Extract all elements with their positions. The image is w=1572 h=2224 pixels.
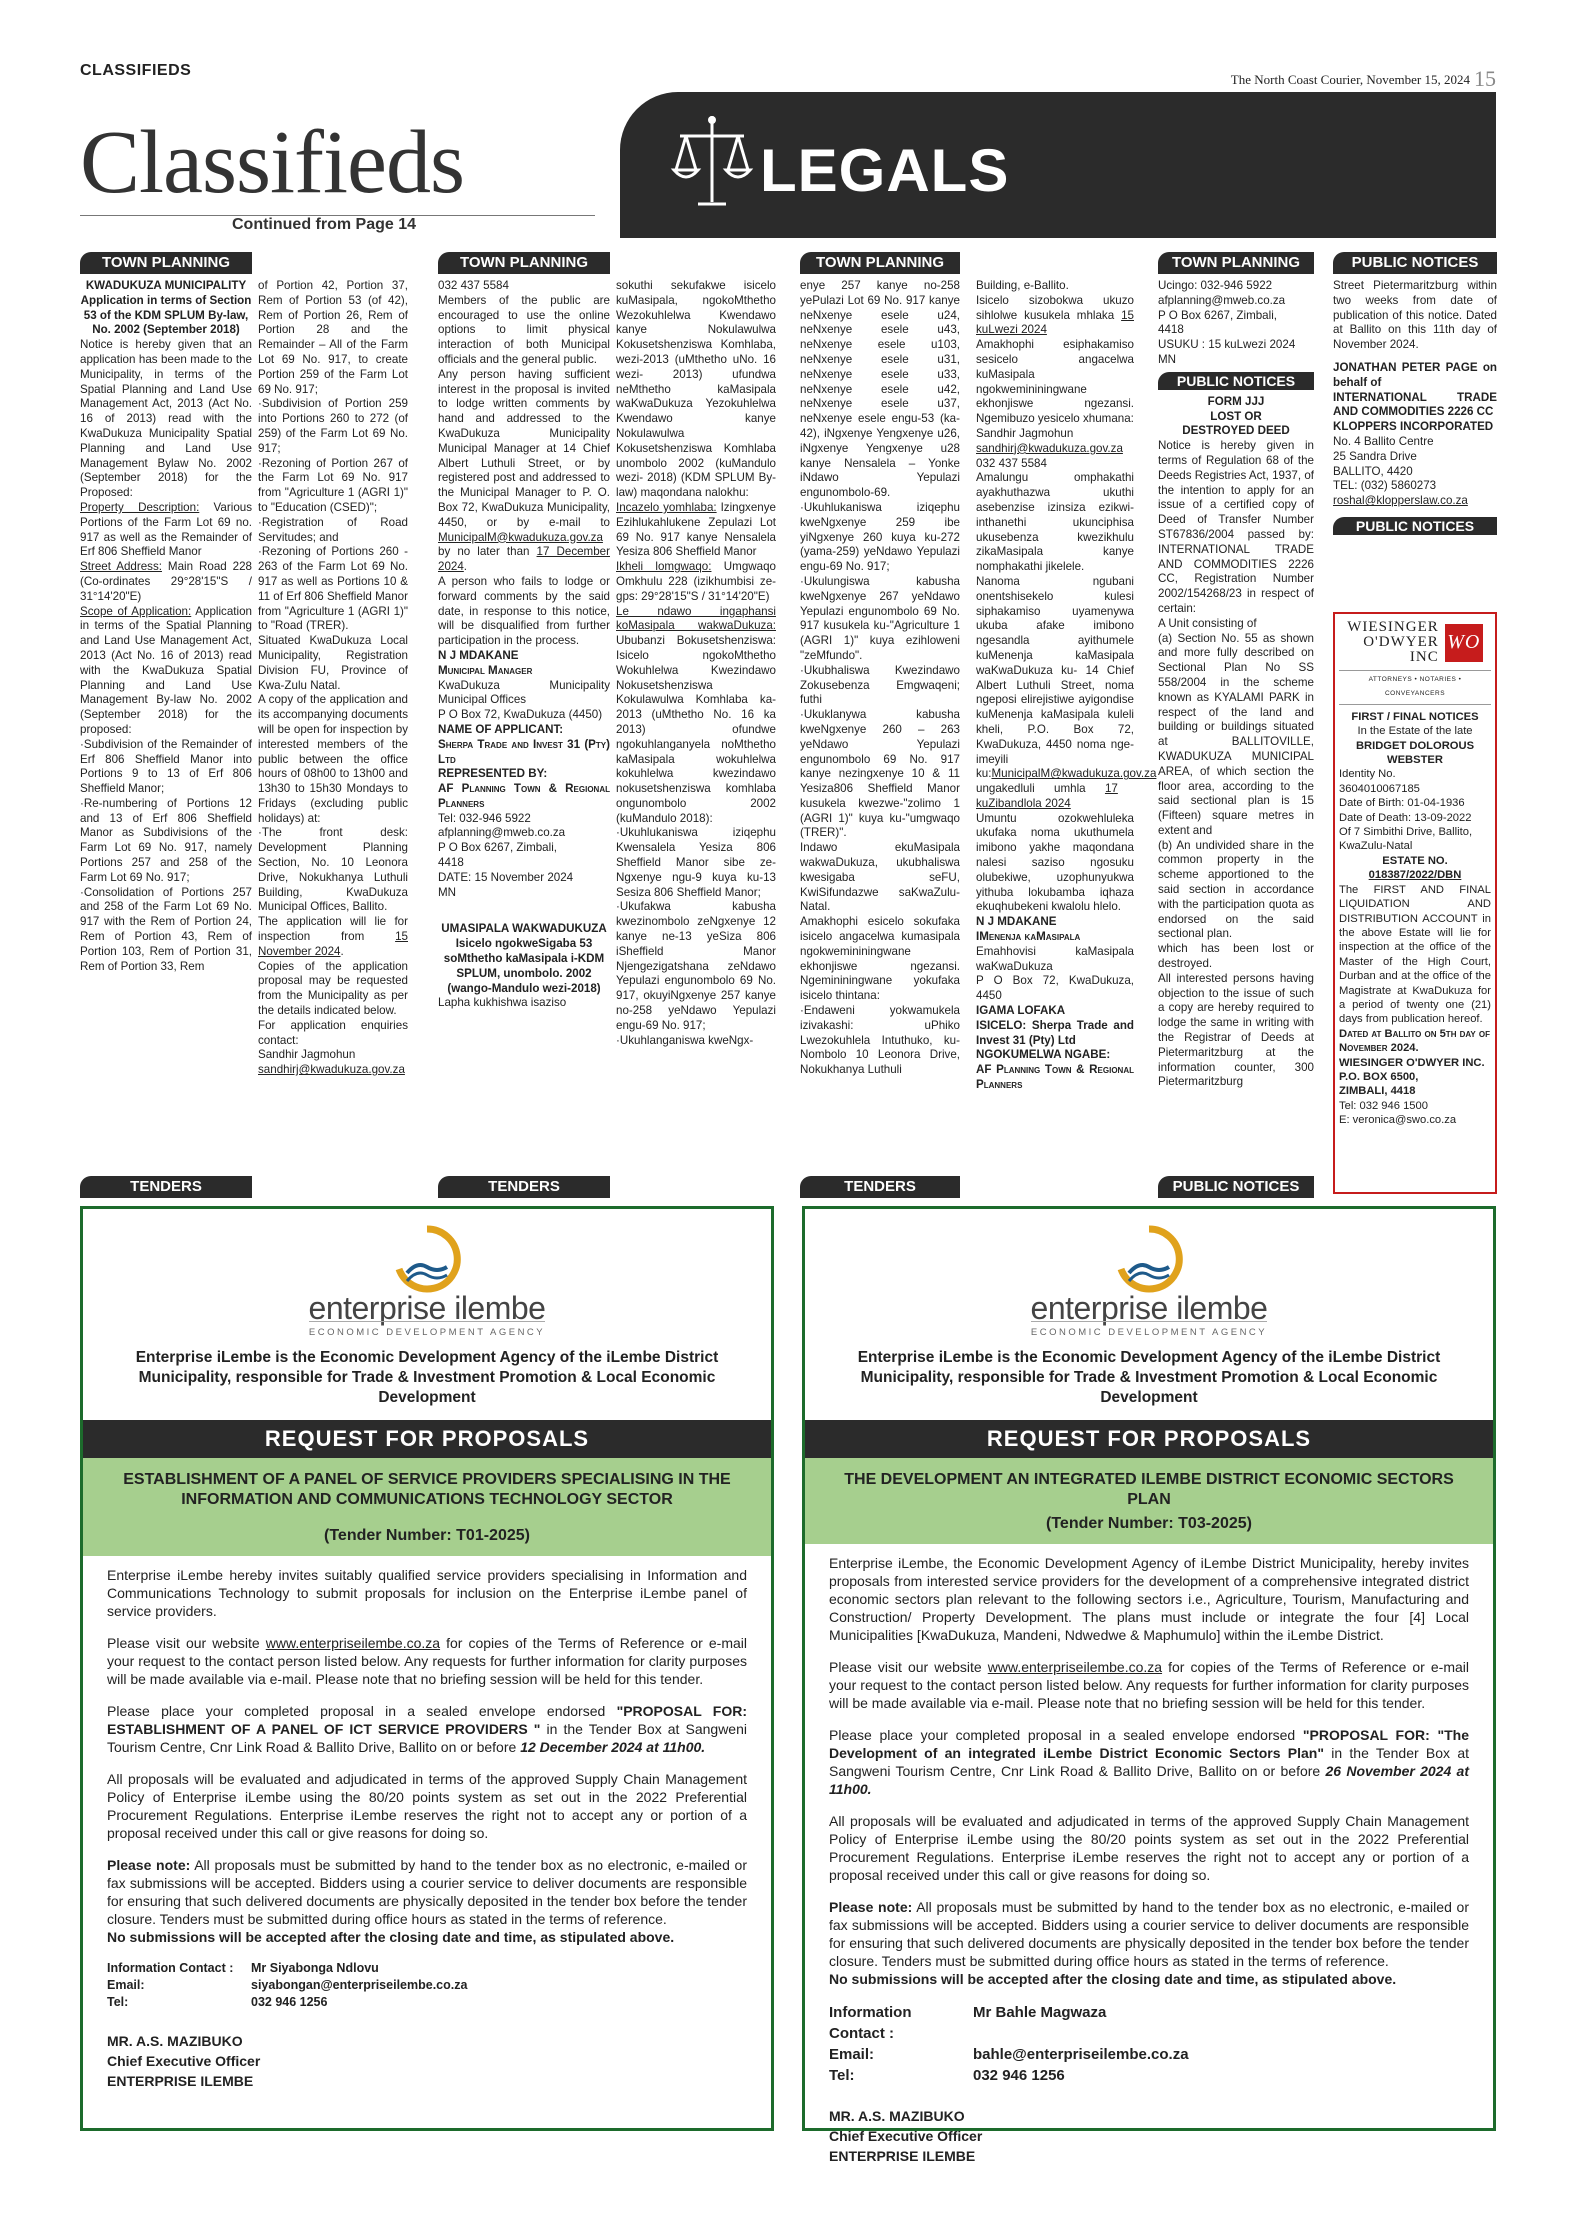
logo-wordmark: enterprise ilembe — [308, 1290, 546, 1326]
column-heading: TOWN PLANNING — [1158, 252, 1314, 274]
notice-text: P O Box 72, KwaDukuza (4450) — [438, 708, 603, 722]
notice-text: KwaDukuza Municipality Municipal Offices — [438, 678, 610, 707]
notice-text: Date of Birth: 01-04-1936 — [1339, 797, 1465, 810]
section-label: CLASSIFIEDS — [80, 62, 192, 79]
enterprise-ilembe-logo — [805, 1223, 1493, 1342]
notice-text: ·Ukufakwa kabusha kwezinombolo zeNgxenye 12 kanye ne-13 yeSiza 806 iSheffield Manor Njengezigatshana zeNdawo Yepulazi engunombolo 69 No. 917, okuyiNgxenye 257 kanye no-258 yeNdawo Yepulazi engu-69 No. 917; — [616, 900, 776, 1032]
notice-text: Umuntu ozokwehluleka ukufaka noma ukuthumela imibono yakhe maqondana nalesi saziso ngosuku olubekiwe, uzophunyukwa yithuba lokubamba iqhaza ekuqhubekeni kwalolu hlelo. — [976, 811, 1134, 914]
notice-text: Street Address: Main Road 228 (Co-ordinates 29°28'15"S / 31°14'20"E) — [80, 560, 252, 603]
notice-subtitle: Application in terms of Section 53 of the KDM SPLUM By-law, No. 2002 (September 2018) — [80, 293, 252, 337]
contact-email[interactable]: E: veronica@swo.co.za — [1339, 1114, 1457, 1127]
legals-title: LEGALS — [760, 137, 1010, 204]
notice-text: ·Registration of Road Servitudes; and — [258, 515, 408, 544]
notice-title: FIRST / FINAL NOTICES — [1351, 710, 1479, 723]
notice-text: Amakhophi esicelo sokufaka isicelo angacelwa kumasipala ngokwemininingwane ekhonjiswe ngezansi. Ngemininingwane yokufaka isicelo thintana: — [800, 915, 960, 1003]
wo-mark-icon: WO — [1445, 624, 1483, 662]
notice-text: Of 7 Simbithi Drive, Ballito, KwaZulu-Natal — [1339, 826, 1473, 853]
applicant-name: ISICELO: Sherpa Trade and Invest 31 (Pty) Ltd — [976, 1018, 1134, 1047]
notice-text: Indawo ekuMasipala wakwaDukuza, ukubhaliswa kwesigaba seFU, KwiSifundazwe saKwaZulu-Natal. — [800, 841, 960, 914]
tender-title: THE DEVELOPMENT AN INTEGRATED ILEMBE DISTRICT ECONOMIC SECTORS PLAN — [844, 1471, 1454, 1508]
notice-title: LOST OR — [1210, 409, 1262, 423]
notice-text: Identity No. — [1339, 768, 1396, 781]
notice-text: Notice is hereby given in terms of Regulation 68 of the Deeds Registries Act, 1937, of the intention to apply for an issue of a certified copy of Deed of Transfer Number ST67836/2004 passed by: INTERNATIONAL TRADE AND COMMODITIES 2226 CC, Registration Number 2002/154268/23 in respect of certain: — [1158, 439, 1314, 615]
notice-text: ·Ukulungiswa kabusha kweNgxenye 267 yeNdawo Yepulazi engunombolo 69 No. 917 kusukela ku-"Agriculture 1 (AGRI 1)" kuya ezihloweni "zeMfundo". — [800, 574, 960, 662]
notice-text: ·The front desk: Development Planning Section, No. 10 Leonora Drive, Nokukhanya Luthuli Building, KwaDukuza Municipal Offices, Ballito. — [258, 826, 408, 914]
notice-text: For application enquiries contact: — [258, 1018, 408, 1047]
column-7 — [1158, 252, 1314, 1172]
notice-text: ·Endaweni yokwamukela izivakashi: uPhiko Lwezokuhlela Intuthuko, ku-Nombolo 10 Leonora Drive, Nokukhanya Luthuli — [800, 1004, 960, 1077]
tender-paragraph: Please place your completed proposal in a sealed envelope endorsed "PROPOSAL FOR: ESTABLISHMENT OF A PANEL OF ICT SERVICE PROVIDERS " in the Tender Box at Sangweni Tourism Centre, Cnr Link Road & Ballito Drive, Ballito on or before 12 December 2024 at 11h00. — [107, 1703, 747, 1755]
notice-text: ·Rezoning of Portion 267 of the Farm Lot 69 No. 917 from "Agriculture 1 (AGRI 1)" to "Education (CSED)"; — [258, 456, 408, 514]
tender-advert-2 — [802, 1206, 1496, 2164]
notice-text: Ikheli lomgwaqo: Umgwaqo Omkhulu 228 (izikhumbisi ze-gps: 29°28'15"S / 31°14'20"E) — [616, 560, 776, 603]
issue-date: The North Coast Courier, November 15, 2024 15 — [1230, 66, 1496, 91]
notice-text: Amalungu omphakathi ayakhuthazwa ukuthi asebenzise izinsiza ezikwi-inthanethi ukunciphisa ukusebenza kwezikhulu zikaMasipala kanye nomphakathi jikelele. — [976, 471, 1134, 574]
represented-label: NGOKUMELWA NGABE: — [976, 1048, 1111, 1062]
notice-subtitle: Isicelo ngokweSigaba 53 soMthetho kaMasipala i-KDM SPLUM, unombolo. 2002 (wango-Mandulo wezi-2018) — [443, 937, 605, 995]
notice-text: BALLITO, 4420 — [1333, 464, 1413, 478]
contact-email[interactable]: siyabongan@enterpriseilembe.co.za — [251, 1978, 468, 1992]
notice-text: which has been lost or destroyed. — [1158, 942, 1314, 971]
signatory-name: N J MDAKANE — [438, 648, 519, 662]
signatory-title: Municipal Manager — [438, 663, 533, 677]
column-heading: PUBLIC NOTICES — [1333, 517, 1497, 535]
notice-text: INTERNATIONAL TRADE AND COMMODITIES 2226 CC — [1333, 390, 1497, 419]
tenders-heading: TENDERS — [800, 1176, 960, 1198]
sun-wave-logo-icon — [377, 1223, 477, 1293]
notice-text: ·Ukuhlukaniswa iziqephu Kwensalela Yesiza 806 Sheffield Manor sibe ze-Ngxenye ngu-9 kuya ku-13 Sesiza 806 Sheffield Manor; — [616, 826, 776, 899]
column-5 — [800, 252, 960, 1172]
notice-text: Copies of the application proposal may be requested from the Municipality as per the details indicated below. — [258, 959, 408, 1018]
contact-email[interactable]: roshal@klopperslaw.co.za — [1333, 494, 1468, 508]
contact-email[interactable]: bahle@enterpriseilembe.co.za — [973, 2046, 1189, 2063]
notice-text: 032 437 5584 — [976, 456, 1047, 470]
contact-block: Information Contact : Mr Bahle Magwaza Email: bahle@enterpriseilembe.co.za Tel: 032 946 1256 — [829, 2002, 1469, 2086]
column-8 — [1333, 252, 1497, 612]
applicant-name: Sherpa Trade and Invest 31 (Pty) Ltd — [438, 737, 610, 766]
representative-name: AF Planning Town & Regional Planners — [976, 1063, 1134, 1092]
page-number: 15 — [1474, 66, 1496, 91]
notice-title: FORM JJJ — [1207, 394, 1265, 408]
wiesinger-notice — [1333, 612, 1497, 1194]
notice-text: ·Subdivision of Portion 259 into Portions 260 to 272 (of 259) of the Farm Lot 69 No. 917; — [258, 397, 408, 455]
notice-text: All interested persons having objection to the issue of such a copy are hereby required to lodge the same in writing with the Registrar of Deeds at Pietermaritzburg at the information counter, 300 Pietermaritzburg — [1158, 971, 1314, 1089]
notice-text: ·Re-numbering of Portions 12 and 13 of Erf 806 Sheffield Manor as Subdivisions of the Farm Lot 69 No. 917, namely Portions 257 and 258 of the Farm Lot 69 No. 917; — [80, 796, 252, 884]
legals-banner — [620, 92, 1496, 238]
tender-paragraph: Please visit our website www.enterpriseilembe.co.za for copies of the Terms of Reference or e-mail your request to the contact person listed below. Any requests for further information for clarity purposes will be made available via e-mail. Please note that no briefing session will be held for this tender. — [107, 1635, 747, 1687]
notice-text: MN — [1158, 352, 1177, 366]
tender-title: ESTABLISHMENT OF A PANEL OF SERVICE PROVIDERS SPECIALISING IN THE INFORMATION AND COMMUNICATIONS TECHNOLOGY SECTOR — [123, 1471, 731, 1508]
tender-paragraph: Enterprise iLembe, the Economic Development Agency of iLembe District Municipality, hereby invites proposals from interested service providers for the development of a comprehensive integrated district economic sectors plan relevant to the following sectors i.e., Agriculture, Tourism, Manufacturing and Construction/ Property Development. The plans must include or integrate the four [4] Local Municipalities [KwaDukuza, Mandeni, Ndwedwe & Maphumulo] within the iLembe District. — [829, 1555, 1469, 1643]
notice-text: The application will lie for inspection from 15 November 2024. — [258, 915, 408, 958]
sun-wave-logo-icon — [1099, 1223, 1199, 1293]
notice-text: 4418 — [1158, 323, 1184, 337]
tender-body — [805, 1544, 1493, 2166]
notice-text: Emahhovisi kaMasipala waKwaDukuza — [976, 944, 1134, 973]
notice-text: 032 437 5584 — [438, 279, 509, 292]
notice-text: Building, e-Ballito. — [976, 279, 1069, 292]
notice-title: KWADUKUZA MUNICIPALITY — [85, 279, 247, 292]
notice-text: A copy of the application and its accompanying documents will be open for inspection by interested members of the public between the office hours of 08h00 to 13h00 and 13h30 to 15h30 Mondays to Fridays (excluding public holidays) at: — [258, 693, 408, 825]
rfp-banner: REQUEST FOR PROPOSALS — [83, 1420, 771, 1458]
notice-title: ESTATE NO. — [1382, 854, 1448, 867]
notice-text: Members of the public are encouraged to use the online options to limit physical interaction of both Municipal officials and the general public. — [438, 293, 610, 366]
notice-text: Date of Death: 13-09-2022 — [1339, 811, 1472, 824]
notice-date: Dated at Ballito on 5th day of November 2024. — [1339, 1027, 1490, 1055]
notice-text: A Unit consisting of — [1158, 616, 1257, 630]
notice-text: Lapha kukhishwa isaziso — [438, 996, 567, 1010]
column-2 — [258, 252, 408, 1172]
tender-paragraph: Please note: All proposals must be submitted by hand to the tender box as no electronic, e-mailed or fax submissions will be accepted. Bidders using a courier service to deliver documents are responsible for ensuring that such delivered documents are physically deposited in the tender box before the tender closure. Tenders must be submitted during office hours as stated in the terms of reference. No submissions will be accepted after the closing date and time, as stipulated above. — [829, 1899, 1469, 1987]
public-notices-heading: PUBLIC NOTICES — [1158, 1176, 1314, 1198]
notice-text: ZIMBALI, 4418 — [1339, 1085, 1416, 1098]
representative-name: AF Planning Town & Regional Planners — [438, 782, 610, 810]
notice-text: The FIRST AND FINAL LIQUIDATION AND DISTRIBUTION ACCOUNT in the above Estate will lie for inspection at the office of the Master of the High Court, Durban and at the office of the Magistrate at KwaDukuza for a period of twenty one (21) days from publication hereof. — [1339, 883, 1491, 1026]
notice-text: ·Ukuklanywa kabusha kweNgxenye 260 – 263 yeNdawo Yepulazi engunombolo 69 No. 917 kanye nezingxenye 10 & 11 Yesiza806 Sheffield Manor kusukela kwezwe-"zolimo 1 (AGRI 1)" kuya ku-"umgwaqo (TRER)". — [800, 708, 960, 840]
column-4 — [616, 252, 776, 1172]
enterprise-ilembe-logo — [83, 1223, 771, 1342]
applicant-label: IGAMA LOFAKA — [976, 1004, 1066, 1018]
notice-text: Notice is hereby given that an application has been made to the Municipality, in terms of the Spatial Planning and Land Use Management Act, 2013 (Act No. 16 of 2013) read with the KwaDukuza Municipality Spatial Planning and Land Use Management Bylaw No. 2002 (September 2018) for the Proposed: — [80, 338, 252, 500]
tender-paragraph: Please visit our website www.enterpriseilembe.co.za for copies of the Terms of Reference or e-mail your request to the contact person listed below. Any requests for further information for clarity purposes will be made available via e-mail. Please note that no briefing session will be held for this tender. — [829, 1659, 1469, 1711]
notice-text: Situated KwaDukuza Local Municipality, Registration Division FU, Province of Kwa-Zulu Natal. — [258, 634, 408, 692]
applicant-label: NAME OF APPLICANT: — [438, 722, 564, 736]
contact-name: Sandhir Jagmohun — [976, 426, 1074, 440]
notice-text: (a) Section No. 55 as shown and more fully described on Sectional Plan No SS 558/2004 in the scheme known as KYALAMI PARK in respect of the land and building or buildings situated at BALLITOVILLE, KWADUKUZA MUNICIPAL AREA, of which section the floor area, according to the said sectional plan is 15 (Fifteen) square metres in extent and — [1158, 631, 1314, 837]
notice-text: No. 4 Ballito Centre — [1333, 434, 1434, 448]
tender-paragraph: All proposals will be evaluated and adjudicated in terms of the approved Supply Chain Management Policy of Enterprise iLembe using the 80/20 points system as set out in the 2022 Preferential Procurement Regulations. Enterprise iLembe reserves the right not to accept any or portion of a proposal received under this call or give reasons for doing so. — [829, 1813, 1469, 1883]
notice-text: Nanoma ngubani onentshisekelo kulesi siphakamiso uyamenywa ukuba afake imibono ngesandla ayithumele kuMenenja kaMasipala waKwaDukuza ku- 14 Chief Albert Luthuli Street, noma ngeposi elirejistiwe ayigondise kuMenenja kaMasipala kuleli kheli, P.O. Box 72, KwaDukuza, 4450 noma nge-imeyili ku:MunicipalM@kwadukuza.gov.za ungakedluli umhla 17 kuZibandlola 2024 — [976, 574, 1157, 810]
represented-label: REPRESENTED BY: — [438, 767, 548, 781]
tender-advert-1 — [80, 1206, 774, 2131]
tender-number: (Tender Number: T01-2025) — [324, 1527, 530, 1544]
agency-intro: Enterprise iLembe is the Economic Development Agency of the iLembe District Municipality, responsible for Trade & Investment Promotion & Local Economic Development — [857, 1349, 1441, 1406]
notice-text: of Portion 42, Portion 37, Rem of Portion 53 (of 42), Rem of Portion 26, Rem of Portion 28 and the Remainder – All of the Farm Lot 69 No. 917, to create Portion 259 of the Farm Lot 69 No. 917; — [258, 279, 408, 396]
notice-text: MN — [438, 885, 457, 899]
notice-text: sokuthi sekufakwe isicelo kuMasipala, ngokoMthetho Wezokuhlelwa Kwendawo kanye Nokulawulwa Kokusetshenziswa Komhlaba, wezi-2013 (uMthetho uNo. 16 wezi- 2013) ufundwa neMthetho kaMasipala waKwaDukuza Yezokuhlelwa Kwendawo kanye Nokulawulwa Kokusetshenziswa Komhlaba unombolo 2002 (kuMandulo wezi- 2018) (KDM SPLUM By-law) maqondana nalokhu: — [616, 279, 776, 500]
column-heading: TOWN PLANNING — [800, 252, 960, 274]
tender-paragraph: Please place your completed proposal in a sealed envelope endorsed "PROPOSAL FOR: "The Development of an integrated iLembe District Economic Sectors Plan" in the Tender Box at Sangweni Tourism Centre, Cnr Link Road & Ballito Drive, Ballito on or before 26 November 2024 at 11h00. — [829, 1727, 1469, 1797]
notice-text: enye 257 kanye no-258 yePulazi Lot 69 No. 917 kanye neNxenye esele u24, neNxenye esele u43, neNxenye esele u103, neNxenye esele u31, neNxenye esele u33, neNxenye esele u42, neNxenye esele u37, neNxenye esele engu-53 (ka-42), iNgxenye Yengxenye u26, iNgxenye Yengxenye u28 kanye Nensalela – Yonke iNdawo Yepulazi engunombolo-69. — [800, 279, 960, 500]
estate-number: 018387/2022/DBN — [1368, 869, 1462, 882]
notice-text: (b) An undivided share in the common property in the scheme apportioned to the said section in accordance with the participation quota as endorsed on the said sectional plan. — [1158, 838, 1314, 941]
tender-paragraph: Enterprise iLembe hereby invites suitably qualified service providers specialising in Information and Communications Technology to submit proposals for inclusion on the Enterprise iLembe panel of service providers. — [107, 1567, 747, 1619]
tender-paragraph: All proposals will be evaluated and adjudicated in terms of the approved Supply Chain Management Policy of Enterprise iLembe using the 80/20 points system as set out in the 2022 Preferential Procurement Regulations. Enterprise iLembe reserves the right not to accept any or portion of a proposal received under this call or give reasons for doing so. — [107, 1771, 747, 1841]
tender-paragraph: Please note: All proposals must be submitted by hand to the tender box as no electronic, e-mailed or fax submissions will be accepted. Bidders using a courier service to deliver documents are responsible for ensuring that such delivered documents are physically deposited in the tender box before the tender closure. Tenders must be submitted during office hours as stated in the terms of reference. No submissions will be accepted after the closing date and time, as stipulated above. — [107, 1857, 747, 1945]
notice-text: In the Estate of the late — [1357, 725, 1473, 738]
column-heading: TOWN PLANNING — [80, 252, 252, 274]
notice-text: Property Description: Various Portions of the Farm Lot 69 no. 917 as well as the Remainder of Erf 806 Sheffield Manor — [80, 500, 253, 559]
agency-intro: Enterprise iLembe is the Economic Development Agency of the iLembe District Municipality, responsible for Trade & Investment Promotion & Local Economic Development — [135, 1349, 719, 1406]
contact-name: Sandhir Jagmohun — [258, 1048, 356, 1062]
notice-text: Tel: 032 946 1500 — [1339, 1099, 1428, 1112]
contact-email[interactable]: sandhirj@kwadukuza.gov.za — [976, 441, 1123, 455]
firm-name: WIESINGER O'DWYER INC. — [1339, 1056, 1485, 1069]
notice-text: USUKU : 15 kuLwezi 2024 — [1158, 338, 1296, 352]
notice-text: ·Subdivision of the Remainder of Erf 806 Sheffield Manor into Portions 9 to 13 of Erf 806 Sheffield Manor; — [80, 737, 252, 796]
signatory-title: IMenenja kaMasipala — [976, 930, 1081, 944]
notice-text: P.O. BOX 6500, — [1339, 1070, 1419, 1083]
notice-text: Scope of Application: Application in terms of the Spatial Planning and Land Use Management Act, 2013 (Act No. 16 of 2013) read with the KwaDukuza Spatial Planning and Land Use Management By-law No. 2002 (September 2018) for the proposed: — [80, 604, 252, 736]
column-heading: TOWN PLANNING — [438, 252, 610, 274]
notice-text: ·Rezoning of Portions 260 - 263 of the Farm Lot 69 No. 917 as well as Portions 10 & 11 of Erf 806 Sheffield Manor from "Agriculture 1 (AGRI 1)" to "Road (TRER). — [258, 545, 408, 633]
notice-text: P O Box 6267, Zimbali, — [438, 841, 557, 855]
tender-title-box — [83, 1458, 771, 1556]
website-link[interactable]: www.enterpriseilembe.co.za — [987, 1659, 1163, 1675]
column-6 — [976, 252, 1157, 1172]
tenders-heading: TENDERS — [80, 1176, 252, 1198]
rfp-banner: REQUEST FOR PROPOSALS — [805, 1420, 1493, 1458]
contact-email[interactable]: sandhirj@kwadukuza.gov.za — [258, 1063, 405, 1077]
notice-title: DESTROYED DEED — [1182, 424, 1290, 438]
signature-block: MR. A.S. MAZIBUKO Chief Executive Officer ENTERPRISE ILEMBE — [107, 2033, 261, 2089]
notice-text: ·Ukubhaliswa Kwezindawo Zokusebenza Emgwaqeni; futhi — [800, 663, 960, 707]
notice-text: ·Ukuhlukaniswa iziqephu kweNgxenye 259 ibe yiNgxenye 260 kuya ku-272 (yama-259) yeNdawo Yepulazi engu-69 No. 917; — [800, 500, 960, 574]
column-heading: PUBLIC NOTICES — [1333, 252, 1497, 274]
notice-text: A person who fails to lodge or forward comments by the said date, in response to this notice, will be disqualified from further participation in the process. — [438, 574, 610, 648]
notice-title: BRIDGET DOLOROUS WEBSTER — [1355, 739, 1475, 767]
continued-note: Continued from Page 14 — [232, 216, 417, 233]
notice-text: 3604010067185 — [1339, 782, 1420, 795]
notice-date: DATE: 15 November 2024 — [438, 870, 574, 884]
notice-text: Any person having sufficient interest in the proposal is invited to lodge written comments by hand and addressed to the KwaDukuza Municipality Municipal Manager at 14 Chief Albert Luthuli Street, or by registered post and addressed to the Municipal Manager to P. O. Box 72, KwaDukuza Municipality, 4450, or by e-mail to MunicipalM@kwadukuza.gov.za by no later than 17 December 2024. — [438, 367, 610, 574]
wiesinger-tagline: ATTORNEYS • NOTARIES • CONVEYANCERS — [1339, 670, 1491, 705]
notice-text: P O Box 6267, Zimbali, — [1158, 308, 1277, 322]
notice-title: UMASIPALA WAKWADUKUZA — [441, 922, 607, 936]
logo-tagline: ECONOMIC DEVELOPMENT AGENCY — [1031, 1321, 1267, 1342]
notice-text: 4418 — [438, 856, 464, 870]
notice-text: P O Box 72, KwaDukuza, 4450 — [976, 974, 1134, 1003]
notice-text: Ucingo: 032-946 5922 — [1158, 279, 1273, 292]
notice-text: Street Pietermaritzburg within two weeks from date of publication of this notice. Dated at Ballito on this 11th day of November 2024. — [1333, 279, 1497, 352]
column-1 — [80, 252, 252, 1172]
website-link[interactable]: www.enterpriseilembe.co.za — [265, 1635, 441, 1651]
notice-text: Tel: 032-946 5922 — [438, 811, 531, 825]
logo-wordmark: enterprise ilembe — [1030, 1290, 1268, 1326]
tenders-heading: TENDERS — [438, 1176, 610, 1198]
notice-text: afplanning@mweb.co.za — [1158, 293, 1286, 307]
column-heading: PUBLIC NOTICES — [1158, 372, 1314, 390]
notice-text: ·Ukuhlanganiswa kweNgx- — [616, 1033, 754, 1047]
notice-text: Incazelo yomhlaba: Izingxenye Ezihlukahlukene Zepulazi Lot 69 No. 917 kanye Nensalela Yesiza 806 Sheffield Manor — [616, 500, 776, 559]
notice-text: JONATHAN PETER PAGE on behalf of — [1333, 360, 1497, 389]
scales-of-justice-icon — [672, 110, 752, 220]
column-3 — [438, 252, 610, 1172]
notice-text: Le ndawo ingaphansi koMasipala wakwaDukuza: Ububanzi Bokusetshenziswa: Isicelo ngokoMthetho Wokuhlelwa Kwezindawo Nokusetshenziswa Kokulawulwa Komhlaba ka-2013 (uMthetho No. 16 ka 2013) ofundwe ngokuhlanganyela noMthetho kaMasipala wokuhlelwa kokuhlelwa kwezindawo nokusetshenziswa komhlaba ongunombolo 2002 (kuMandulo 2018): — [616, 604, 776, 825]
masthead-title: Classifieds — [80, 113, 464, 212]
signatory-name: N J MDAKANE — [976, 915, 1057, 929]
notice-text: Isicelo sizobokwa ukuzo sihlolwe kusukela mhlaka 15 kuLwezi 2024 — [976, 293, 1134, 337]
logo-tagline: ECONOMIC DEVELOPMENT AGENCY — [309, 1321, 545, 1342]
tender-body — [83, 1556, 771, 2091]
signature-block: MR. A.S. MAZIBUKO Chief Executive Officer ENTERPRISE ILEMBE — [829, 2108, 983, 2164]
notice-text: TEL: (032) 5860273 — [1333, 479, 1437, 493]
notice-text: afplanning@mweb.co.za — [438, 826, 566, 840]
wiesinger-logo: WIESINGER O'DWYER INC WO — [1339, 620, 1491, 665]
tender-title-box — [805, 1458, 1493, 1544]
notice-text: KLOPPERS INCORPORATED — [1333, 420, 1494, 434]
tender-number: (Tender Number: T03-2025) — [1046, 1515, 1252, 1532]
contact-block: Information Contact : Mr Siyabonga Ndlovu Email: siyabongan@enterpriseilembe.co.za Tel: 032 946 1256 — [107, 1960, 747, 2011]
notice-text: ·Consolidation of Portions 257 and 258 of the Farm Lot 69 No. 917 with the Rem of Portion 24, Rem of Portion 43, Rem of Portion 103, Rem of Portion 31, Rem of Portion 33, Rem — [80, 885, 252, 973]
notice-text: Amakhophi esiphakamiso sesicelo angacelwa kuMasipala ngokwemininingwane ekhonjiswe ngezansi. Ngemibuzo yesicelo xhumana: — [976, 338, 1134, 426]
notice-text: 25 Sandra Drive — [1333, 449, 1417, 463]
